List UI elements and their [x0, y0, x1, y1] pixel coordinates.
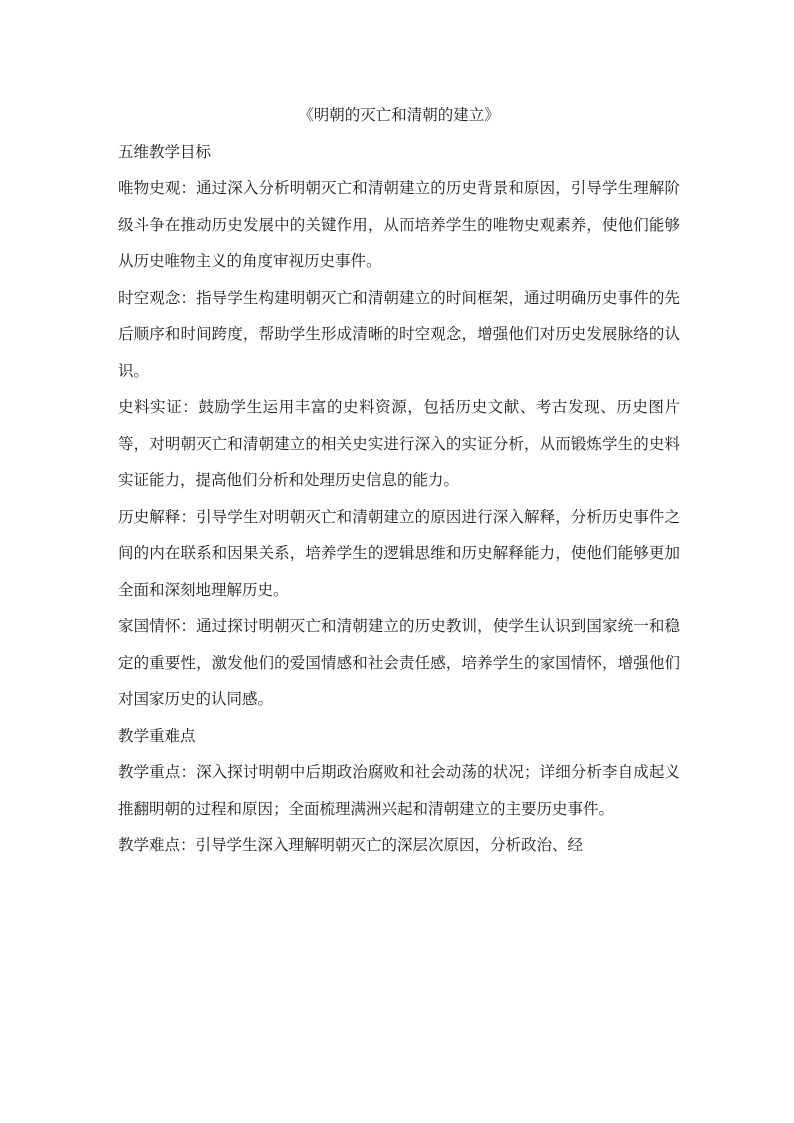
paragraph-difficulties: 教学难点：引导学生深入理解明朝灭亡的深层次原因，分析政治、经 — [118, 836, 584, 854]
section-heading-objectives: 五维教学目标 — [118, 142, 212, 161]
section-heading-key-points: 教学重难点 — [118, 726, 196, 745]
paragraph-key-points: 教学重点：深入探讨明朝中后期政治腐败和社会动荡的状况；详细分析李自成起义推翻明朝的过程和原因；全面梳理满洲兴起和清朝建立的主要历史事件。 — [118, 763, 680, 818]
document-title: 《明朝的灭亡和清朝的建立》 — [298, 106, 500, 124]
paragraph-patriotism: 家国情怀：通过探讨明朝灭亡和清朝建立的历史教训，使学生认识到国家统一和稳定的重要性，激发他们的爱国情感和社会责任感，培养学生的家国情怀，增强他们对国家历史的认同感。 — [118, 617, 680, 708]
paragraph-materialism: 唯物史观：通过深入分析明朝灭亡和清朝建立的历史背景和原因，引导学生理解阶级斗争在推动历史发展中的关键作用，从而培养学生的唯物史观素养，使他们能够从历史唯物主义的角度审视历史事件。 — [118, 179, 680, 270]
document-body — [118, 97, 680, 864]
paragraph-interpretation: 历史解释：引导学生对明朝灭亡和清朝建立的原因进行深入解释，分析历史事件之间的内在联系和因果关系，培养学生的逻辑思维和历史解释能力，使他们能够更加全面和深刻地理解历史。 — [118, 507, 680, 599]
paragraph-spacetime: 时空观念：指导学生构建明朝灭亡和清朝建立的时间框架，通过明确历史事件的先后顺序和时间跨度，帮助学生形成清晰的时空观念，增强他们对历史发展脉络的认识。 — [118, 288, 680, 380]
paragraph-evidence: 史料实证：鼓励学生运用丰富的史料资源，包括历史文献、考古发现、历史图片等，对明朝灭亡和清朝建立的相关史实进行深入的实证分析，从而锻炼学生的史料实证能力，提高他们分析和处理历史信息的能力。 — [118, 398, 680, 489]
